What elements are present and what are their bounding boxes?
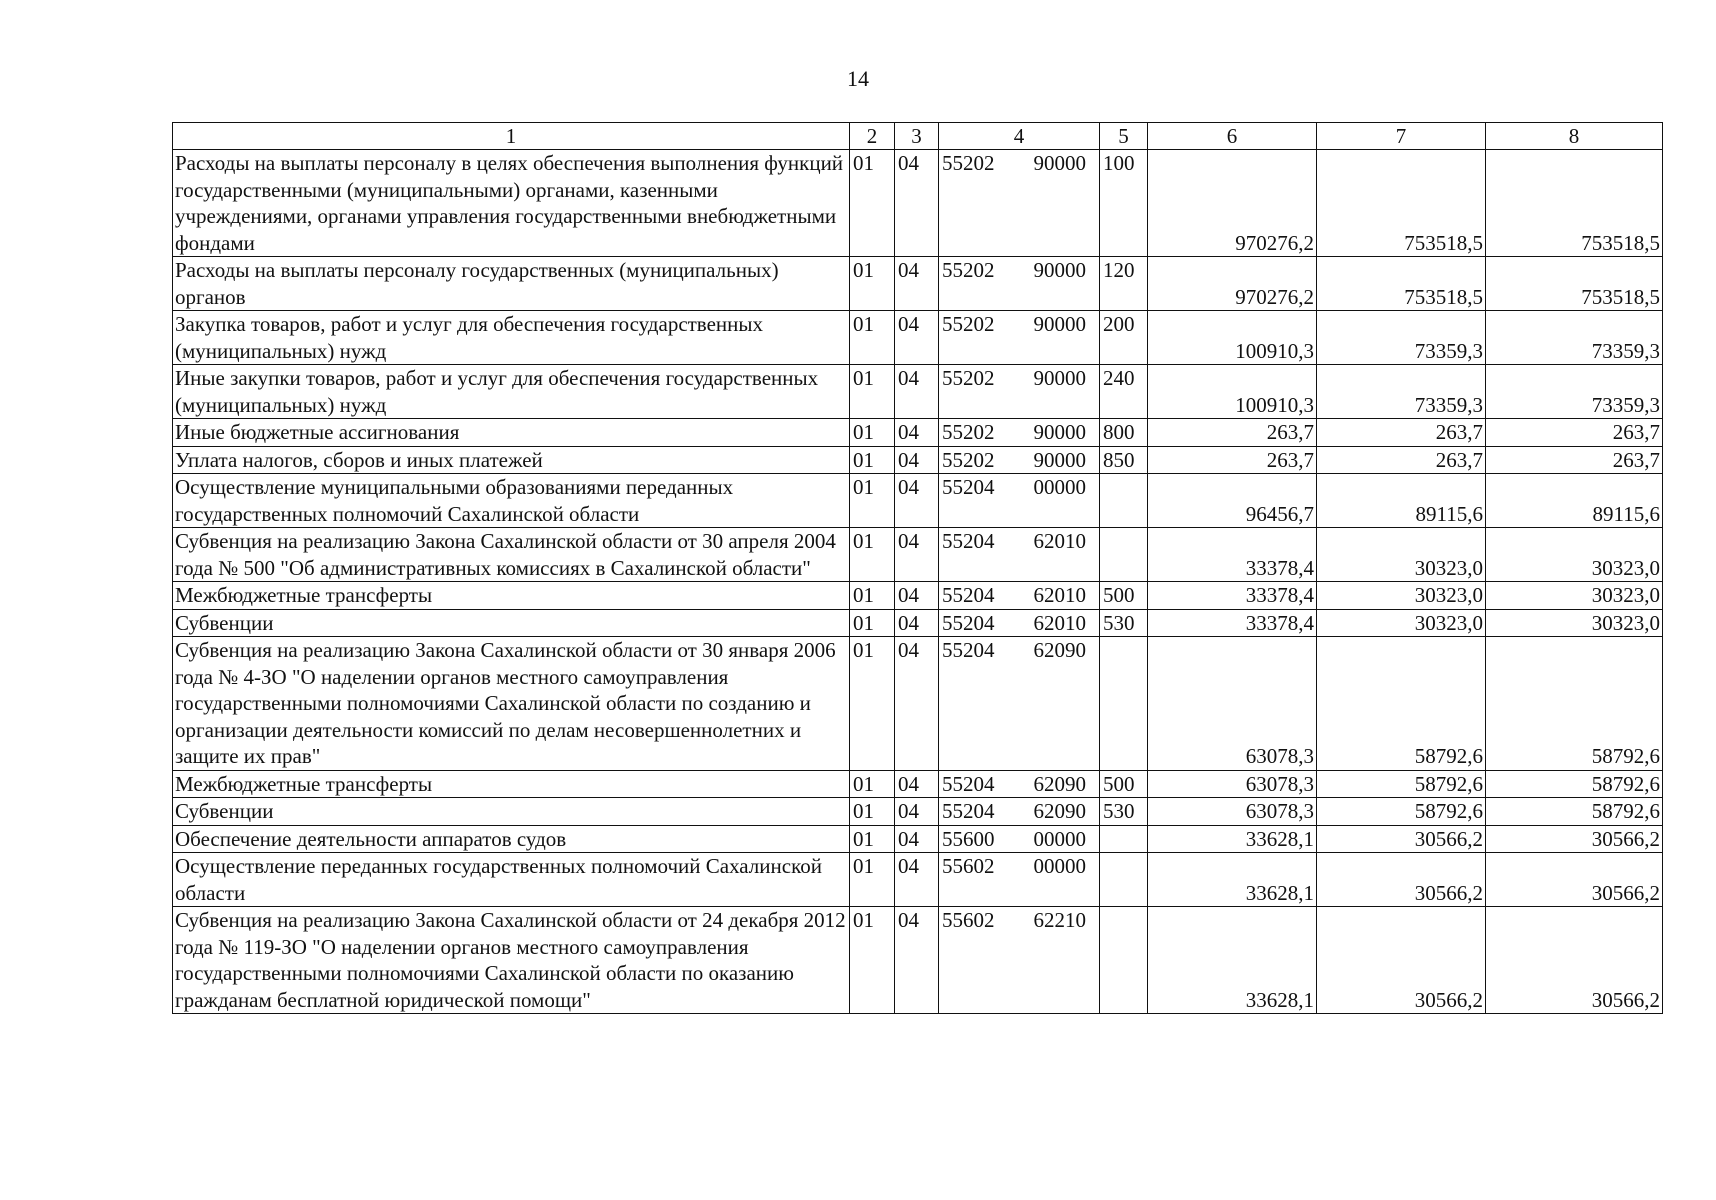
subsection-code: 04 bbox=[895, 311, 939, 365]
target-article-part2: 62090 bbox=[1033, 771, 1086, 796]
header-cell: 7 bbox=[1317, 123, 1486, 150]
amount-col-6: 100910,3 bbox=[1148, 311, 1317, 365]
amount-col-7: 753518,5 bbox=[1317, 150, 1486, 257]
row-description: Расходы на выплаты персоналу в целях обеспечения выполнения функций государственными (муниципальными) органами, казенными учреждениями, органами управления государственными внебюджетными фондами bbox=[173, 150, 850, 257]
row-description: Субвенции bbox=[173, 798, 850, 826]
expense-type-code bbox=[1100, 853, 1148, 907]
table-row bbox=[173, 150, 1663, 257]
row-description: Субвенции bbox=[173, 609, 850, 637]
amount-col-6: 33378,4 bbox=[1148, 582, 1317, 610]
table-row bbox=[173, 853, 1663, 907]
row-description: Межбюджетные трансферты bbox=[173, 770, 850, 798]
section-code: 01 bbox=[850, 257, 895, 311]
subsection-code: 04 bbox=[895, 474, 939, 528]
target-article-part2: 00000 bbox=[1033, 826, 1086, 851]
header-row bbox=[173, 123, 1663, 150]
subsection-code: 04 bbox=[895, 637, 939, 771]
expense-type-code: 530 bbox=[1100, 609, 1148, 637]
section-code: 01 bbox=[850, 419, 895, 447]
row-description: Иные бюджетные ассигнования bbox=[173, 419, 850, 447]
row-description: Уплата налогов, сборов и иных платежей bbox=[173, 446, 850, 474]
row-description: Расходы на выплаты персоналу государственных (муниципальных) органов bbox=[173, 257, 850, 311]
amount-col-6: 263,7 bbox=[1148, 446, 1317, 474]
target-article-code bbox=[939, 150, 1100, 257]
amount-col-7: 58792,6 bbox=[1317, 770, 1486, 798]
target-article-code bbox=[939, 907, 1100, 1014]
amount-col-7: 30566,2 bbox=[1317, 825, 1486, 853]
table-row bbox=[173, 528, 1663, 582]
subsection-code: 04 bbox=[895, 798, 939, 826]
table-row bbox=[173, 798, 1663, 826]
target-article-part2: 62090 bbox=[1033, 638, 1086, 662]
amount-col-7: 30566,2 bbox=[1317, 853, 1486, 907]
target-article-part1: 55602 bbox=[942, 854, 995, 878]
expense-type-code bbox=[1100, 637, 1148, 771]
amount-col-6: 63078,3 bbox=[1148, 770, 1317, 798]
expense-type-code: 850 bbox=[1100, 446, 1148, 474]
table-row bbox=[173, 257, 1663, 311]
target-article-part1: 55202 bbox=[942, 420, 995, 444]
amount-col-8: 58792,6 bbox=[1486, 798, 1663, 826]
section-code: 01 bbox=[850, 825, 895, 853]
target-article-part1: 55202 bbox=[942, 151, 995, 175]
section-code: 01 bbox=[850, 853, 895, 907]
table-row bbox=[173, 365, 1663, 419]
amount-col-8: 30566,2 bbox=[1486, 853, 1663, 907]
target-article-part1: 55204 bbox=[942, 529, 995, 553]
target-article-part1: 55202 bbox=[942, 366, 995, 390]
amount-col-8: 30566,2 bbox=[1486, 825, 1663, 853]
subsection-code: 04 bbox=[895, 582, 939, 610]
target-article-part2: 90000 bbox=[1033, 447, 1086, 472]
subsection-code: 04 bbox=[895, 419, 939, 447]
expense-type-code bbox=[1100, 825, 1148, 853]
amount-col-7: 263,7 bbox=[1317, 446, 1486, 474]
row-description: Обеспечение деятельности аппаратов судов bbox=[173, 825, 850, 853]
amount-col-7: 30323,0 bbox=[1317, 582, 1486, 610]
amount-col-8: 58792,6 bbox=[1486, 637, 1663, 771]
expense-type-code: 800 bbox=[1100, 419, 1148, 447]
target-article-part2: 90000 bbox=[1033, 258, 1086, 282]
target-article-part1: 55602 bbox=[942, 908, 995, 932]
target-article-code bbox=[939, 770, 1100, 798]
expense-type-code: 120 bbox=[1100, 257, 1148, 311]
table-row bbox=[173, 825, 1663, 853]
target-article-part1: 55202 bbox=[942, 312, 995, 336]
target-article-code bbox=[939, 311, 1100, 365]
target-article-part2: 62010 bbox=[1033, 529, 1086, 553]
budget-table bbox=[172, 122, 1663, 1014]
target-article-part2: 90000 bbox=[1033, 151, 1086, 175]
target-article-code bbox=[939, 446, 1100, 474]
header-cell: 3 bbox=[895, 123, 939, 150]
amount-col-7: 263,7 bbox=[1317, 419, 1486, 447]
amount-col-8: 30566,2 bbox=[1486, 907, 1663, 1014]
table-row bbox=[173, 419, 1663, 447]
row-description: Межбюджетные трансферты bbox=[173, 582, 850, 610]
amount-col-8: 58792,6 bbox=[1486, 770, 1663, 798]
target-article-part1: 55204 bbox=[942, 799, 995, 823]
amount-col-7: 58792,6 bbox=[1317, 798, 1486, 826]
header-cell: 6 bbox=[1148, 123, 1317, 150]
target-article-code bbox=[939, 798, 1100, 826]
section-code: 01 bbox=[850, 609, 895, 637]
target-article-part1: 55204 bbox=[942, 638, 995, 662]
header-cell: 4 bbox=[939, 123, 1100, 150]
section-code: 01 bbox=[850, 365, 895, 419]
target-article-part1: 55204 bbox=[942, 610, 995, 635]
row-description: Иные закупки товаров, работ и услуг для обеспечения государственных (муниципальных) нужд bbox=[173, 365, 850, 419]
amount-col-7: 30323,0 bbox=[1317, 528, 1486, 582]
target-article-code bbox=[939, 582, 1100, 610]
expense-type-code bbox=[1100, 907, 1148, 1014]
amount-col-6: 63078,3 bbox=[1148, 637, 1317, 771]
row-description: Субвенция на реализацию Закона Сахалинской области от 24 декабря 2012 года № 119-ЗО "О наделении органов местного самоуправления государственными полномочиями Сахалинской области по оказанию гражданам бесплатной юридической помощи" bbox=[173, 907, 850, 1014]
target-article-part2: 90000 bbox=[1033, 366, 1086, 390]
table-row bbox=[173, 474, 1663, 528]
expense-type-code: 500 bbox=[1100, 582, 1148, 610]
amount-col-6: 100910,3 bbox=[1148, 365, 1317, 419]
section-code: 01 bbox=[850, 907, 895, 1014]
subsection-code: 04 bbox=[895, 825, 939, 853]
amount-col-8: 30323,0 bbox=[1486, 528, 1663, 582]
page-number: 14 bbox=[847, 66, 869, 91]
expense-type-code: 100 bbox=[1100, 150, 1148, 257]
target-article-part1: 55202 bbox=[942, 258, 995, 282]
table-row bbox=[173, 311, 1663, 365]
amount-col-6: 970276,2 bbox=[1148, 150, 1317, 257]
table-row bbox=[173, 907, 1663, 1014]
amount-col-6: 96456,7 bbox=[1148, 474, 1317, 528]
target-article-part2: 62090 bbox=[1033, 799, 1086, 823]
amount-col-6: 33378,4 bbox=[1148, 609, 1317, 637]
table-row bbox=[173, 582, 1663, 610]
target-article-code bbox=[939, 365, 1100, 419]
section-code: 01 bbox=[850, 798, 895, 826]
section-code: 01 bbox=[850, 474, 895, 528]
target-article-part2: 90000 bbox=[1033, 420, 1086, 444]
section-code: 01 bbox=[850, 770, 895, 798]
target-article-part2: 00000 bbox=[1033, 854, 1086, 878]
subsection-code: 04 bbox=[895, 150, 939, 257]
target-article-part1: 55202 bbox=[942, 447, 995, 472]
row-description: Субвенция на реализацию Закона Сахалинской области от 30 апреля 2004 года № 500 "Об административных комиссиях в Сахалинской области" bbox=[173, 528, 850, 582]
target-article-code bbox=[939, 257, 1100, 311]
amount-col-7: 30566,2 bbox=[1317, 907, 1486, 1014]
target-article-part1: 55204 bbox=[942, 475, 995, 499]
expense-type-code: 500 bbox=[1100, 770, 1148, 798]
target-article-part2: 62010 bbox=[1033, 583, 1086, 607]
expense-type-code bbox=[1100, 474, 1148, 528]
amount-col-6: 970276,2 bbox=[1148, 257, 1317, 311]
amount-col-8: 30323,0 bbox=[1486, 609, 1663, 637]
target-article-code bbox=[939, 853, 1100, 907]
target-article-part2: 62210 bbox=[1033, 908, 1086, 932]
expense-type-code: 200 bbox=[1100, 311, 1148, 365]
target-article-code bbox=[939, 419, 1100, 447]
target-article-part1: 55600 bbox=[942, 826, 995, 851]
amount-col-8: 73359,3 bbox=[1486, 365, 1663, 419]
amount-col-8: 89115,6 bbox=[1486, 474, 1663, 528]
amount-col-8: 73359,3 bbox=[1486, 311, 1663, 365]
subsection-code: 04 bbox=[895, 770, 939, 798]
header-cell: 5 bbox=[1100, 123, 1148, 150]
subsection-code: 04 bbox=[895, 365, 939, 419]
amount-col-8: 263,7 bbox=[1486, 446, 1663, 474]
table-row bbox=[173, 770, 1663, 798]
row-description: Осуществление переданных государственных полномочий Сахалинской области bbox=[173, 853, 850, 907]
subsection-code: 04 bbox=[895, 609, 939, 637]
section-code: 01 bbox=[850, 637, 895, 771]
amount-col-7: 753518,5 bbox=[1317, 257, 1486, 311]
row-description: Субвенция на реализацию Закона Сахалинской области от 30 января 2006 года № 4-ЗО "О наделении органов местного самоуправления государственными полномочиями Сахалинской области по созданию и организации деятельности комиссий по делам несовершеннолетних и защите их прав" bbox=[173, 637, 850, 771]
subsection-code: 04 bbox=[895, 446, 939, 474]
table-row bbox=[173, 637, 1663, 771]
target-article-part2: 62010 bbox=[1033, 610, 1086, 635]
amount-col-7: 73359,3 bbox=[1317, 365, 1486, 419]
table-row bbox=[173, 446, 1663, 474]
section-code: 01 bbox=[850, 311, 895, 365]
expense-type-code bbox=[1100, 528, 1148, 582]
section-code: 01 bbox=[850, 582, 895, 610]
amount-col-6: 33628,1 bbox=[1148, 907, 1317, 1014]
subsection-code: 04 bbox=[895, 528, 939, 582]
amount-col-6: 63078,3 bbox=[1148, 798, 1317, 826]
target-article-code bbox=[939, 825, 1100, 853]
expense-type-code: 240 bbox=[1100, 365, 1148, 419]
amount-col-8: 263,7 bbox=[1486, 419, 1663, 447]
target-article-code bbox=[939, 609, 1100, 637]
header-cell: 2 bbox=[850, 123, 895, 150]
amount-col-7: 58792,6 bbox=[1317, 637, 1486, 771]
subsection-code: 04 bbox=[895, 907, 939, 1014]
target-article-code bbox=[939, 528, 1100, 582]
amount-col-8: 30323,0 bbox=[1486, 582, 1663, 610]
row-description: Осуществление муниципальными образованиями переданных государственных полномочий Сахалинской области bbox=[173, 474, 850, 528]
header-cell: 8 bbox=[1486, 123, 1663, 150]
table-row bbox=[173, 609, 1663, 637]
amount-col-7: 30323,0 bbox=[1317, 609, 1486, 637]
target-article-part1: 55204 bbox=[942, 583, 995, 607]
header-cell: 1 bbox=[173, 123, 850, 150]
target-article-code bbox=[939, 637, 1100, 771]
section-code: 01 bbox=[850, 150, 895, 257]
target-article-code bbox=[939, 474, 1100, 528]
section-code: 01 bbox=[850, 446, 895, 474]
subsection-code: 04 bbox=[895, 257, 939, 311]
amount-col-6: 33378,4 bbox=[1148, 528, 1317, 582]
row-description: Закупка товаров, работ и услуг для обеспечения государственных (муниципальных) нужд bbox=[173, 311, 850, 365]
amount-col-7: 73359,3 bbox=[1317, 311, 1486, 365]
amount-col-8: 753518,5 bbox=[1486, 257, 1663, 311]
subsection-code: 04 bbox=[895, 853, 939, 907]
section-code: 01 bbox=[850, 528, 895, 582]
amount-col-6: 263,7 bbox=[1148, 419, 1317, 447]
amount-col-7: 89115,6 bbox=[1317, 474, 1486, 528]
amount-col-6: 33628,1 bbox=[1148, 853, 1317, 907]
expense-type-code: 530 bbox=[1100, 798, 1148, 826]
amount-col-8: 753518,5 bbox=[1486, 150, 1663, 257]
target-article-part1: 55204 bbox=[942, 771, 995, 796]
target-article-part2: 00000 bbox=[1033, 475, 1086, 499]
target-article-part2: 90000 bbox=[1033, 312, 1086, 336]
amount-col-6: 33628,1 bbox=[1148, 825, 1317, 853]
